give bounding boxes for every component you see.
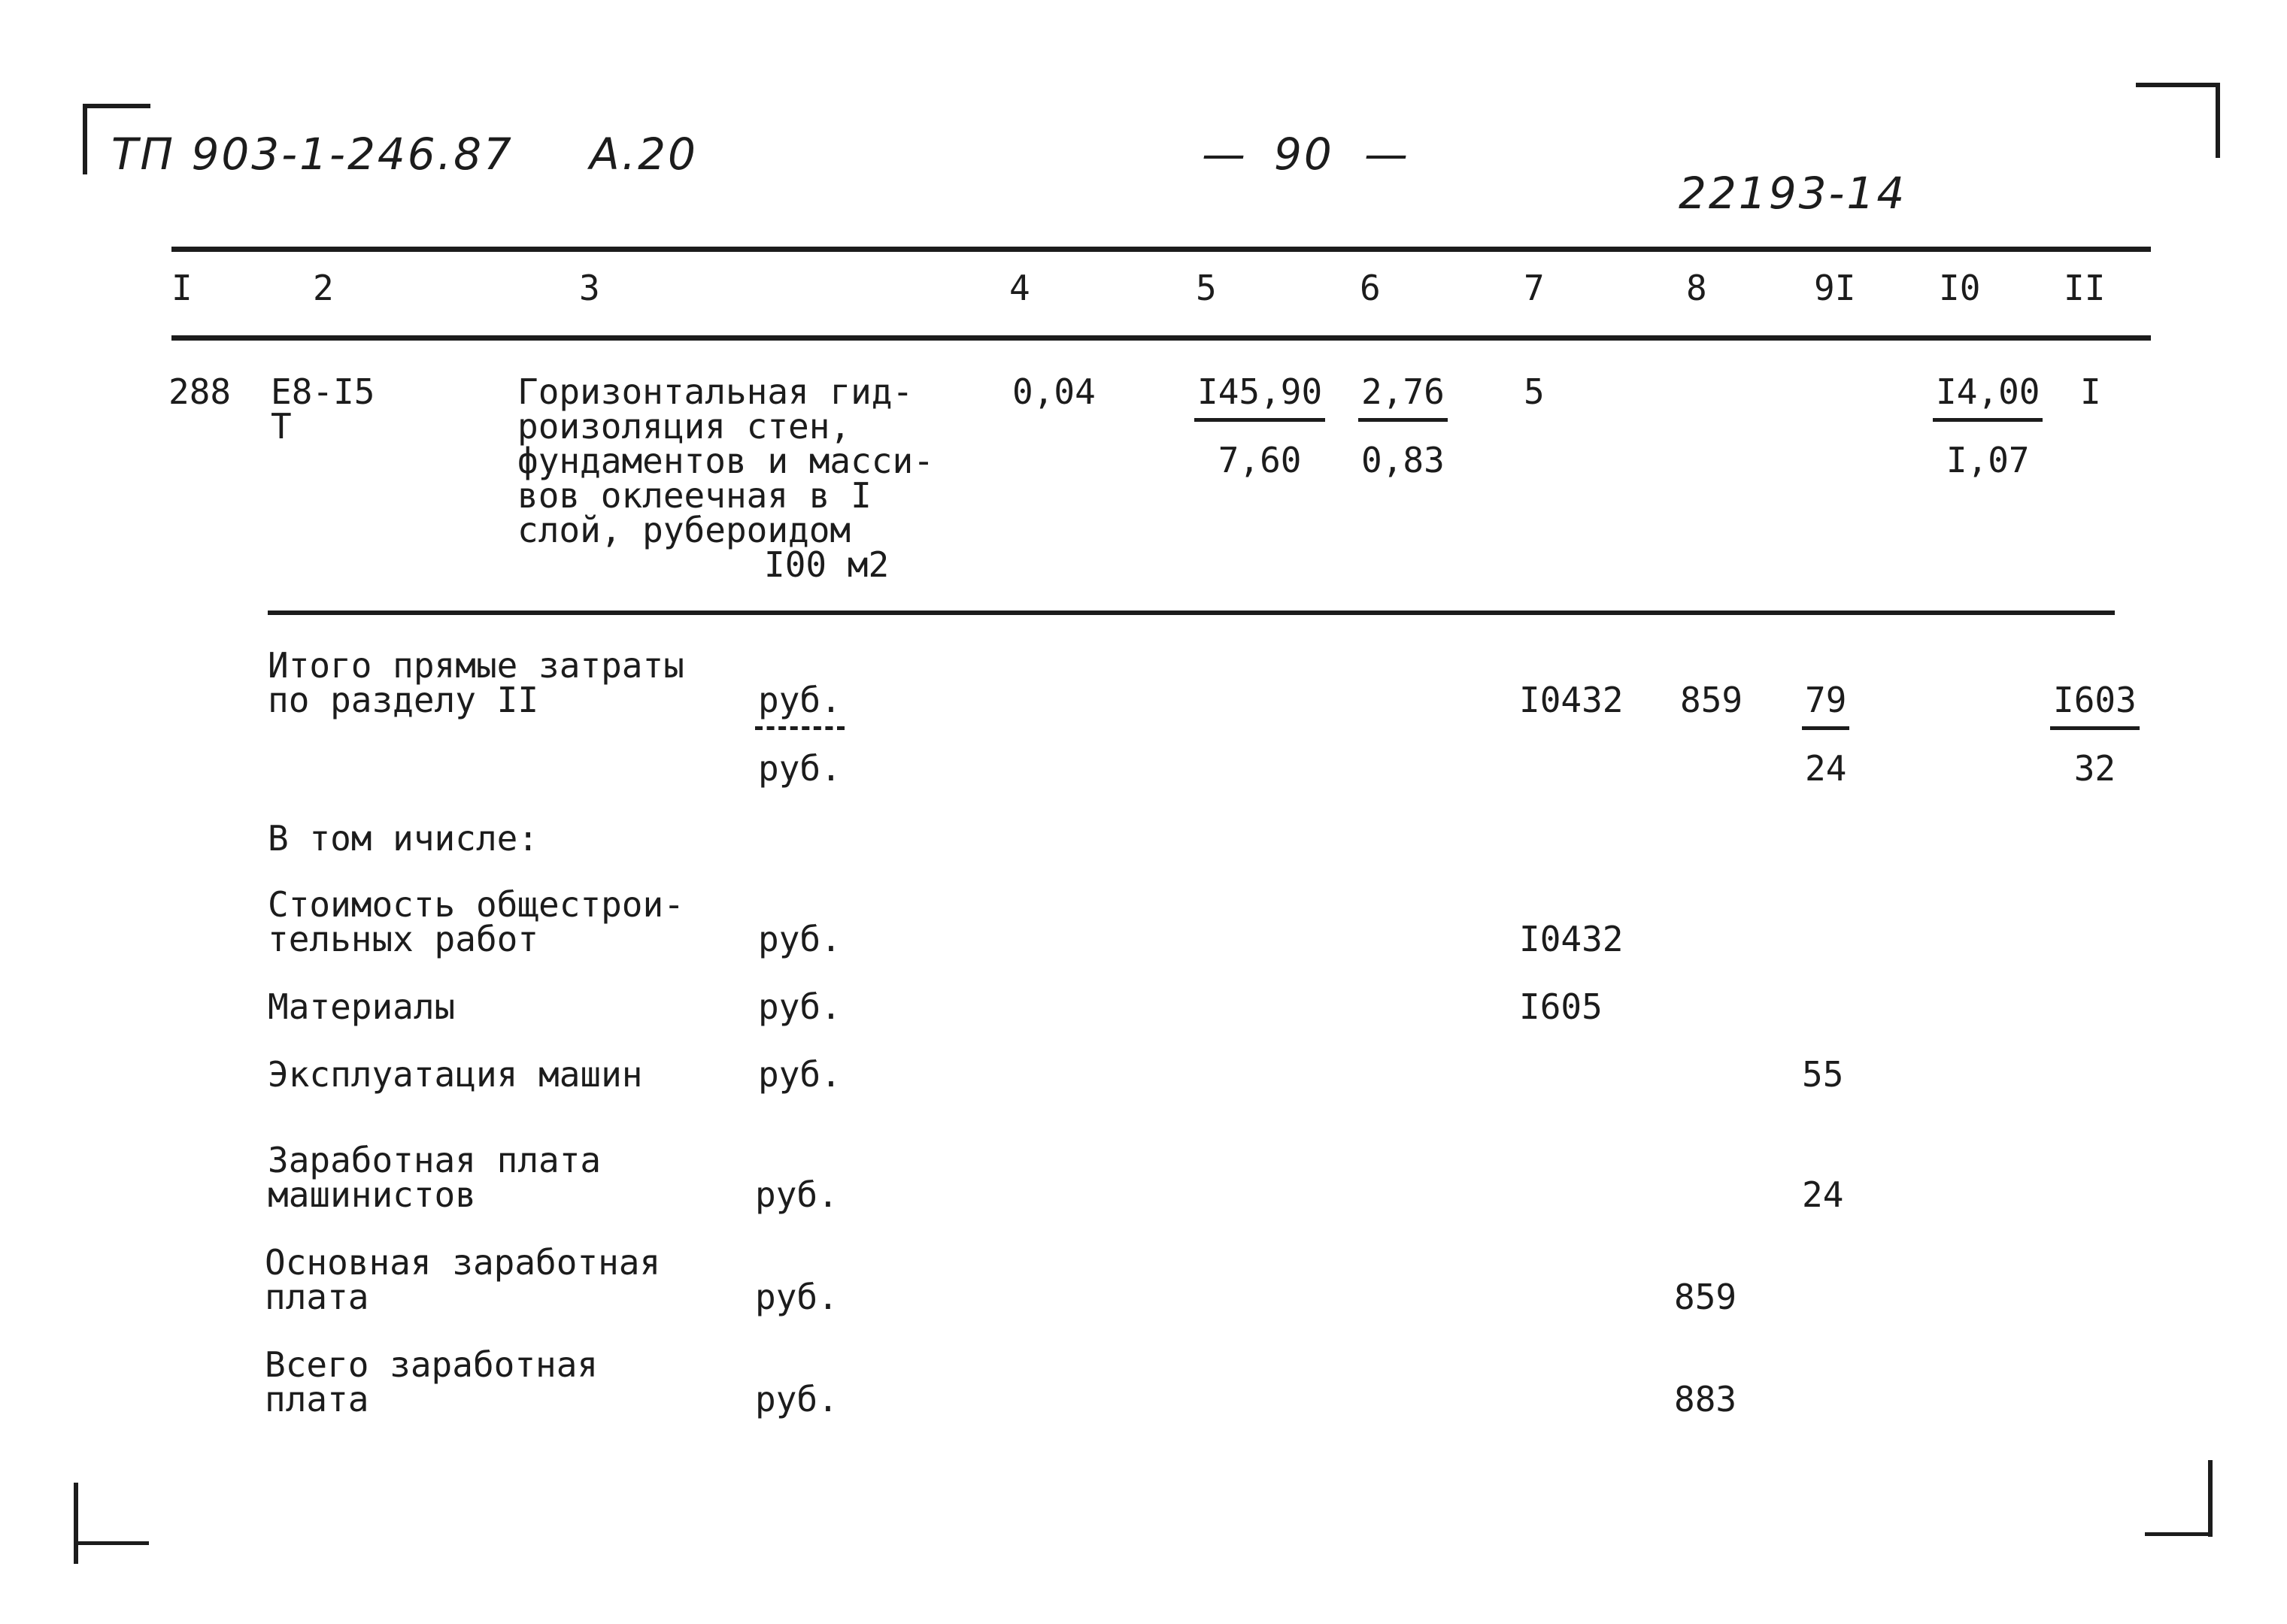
breakdown-col7-value: I0432 [1519,919,1624,959]
header-bottom-rule [171,335,2151,341]
breakdown-label-line: Стоимость общестрои- [268,884,684,925]
entry-description-line: фундаментов и масси- [517,441,934,481]
totals-title-line: Итого прямые затраты [268,645,684,686]
page-dash-left: — [1202,129,1248,180]
entry-col5-numerator: I45,90 [1194,374,1325,422]
entry-norm-code-suffix: Т [271,406,292,447]
breakdown-label-line: Эксплуатация машин [268,1054,643,1095]
entry-col7-value: 5 [1524,371,1545,412]
entry-col5-denominator: 7,60 [1218,440,1302,480]
entry-separator-rule [268,611,2115,615]
frame-corner-top-right-vertical [2216,84,2220,158]
breakdown-label-line: машинистов [268,1174,476,1215]
column-header-7: 7 [1524,268,1545,308]
totals-col7-value: I0432 [1519,680,1624,720]
breakdown-label-line: плата [265,1379,369,1419]
totals-unit-fraction [755,680,845,789]
breakdown-unit: руб. [758,919,842,959]
entry-col10-fraction [1933,371,2043,480]
frame-corner-top-left-vertical [83,105,87,174]
column-header-4: 4 [1009,268,1030,308]
entry-row-number: 288 [168,371,232,412]
breakdown-label [268,884,684,959]
album-number: А.20 [590,129,698,180]
column-header-5: 5 [1196,268,1217,308]
column-header-3: 3 [579,268,600,308]
entry-col10-numerator: I4,00 [1933,374,2043,422]
totals-title-line: по разделу II [268,680,539,720]
frame-corner-top-left-horizontal [83,104,150,108]
breakdown-label [268,1140,602,1215]
column-header-2: 2 [313,268,334,308]
breakdown-label-line: Основная заработная [265,1242,661,1283]
breakdown-label [268,986,456,1027]
breakdown-label-line: Материалы [268,986,456,1027]
page-dash-right: — [1364,129,1410,180]
entry-unit: I00 м2 [764,544,890,585]
totals-col11-denominator: 32 [2073,748,2116,789]
breakdown-label [265,1242,661,1317]
breakdown-unit: руб. [755,1379,839,1419]
totals-title [268,645,684,720]
frame-corner-bottom-left-vertical [74,1483,78,1564]
breakdown-label [265,1344,599,1419]
entry-quantity: 0,04 [1012,371,1096,412]
frame-corner-top-right-horizontal [2136,83,2220,87]
column-header-9: 9I [1814,268,1856,308]
breakdown-col9-value: 24 [1802,1174,1844,1215]
breakdown-col7-value: I605 [1519,986,1603,1027]
breakdown-label [268,1054,643,1095]
breakdown-col8-value: 859 [1674,1277,1737,1317]
entry-description-line: слой, рубероидом [517,510,851,550]
entry-col11-value: I [2080,371,2101,412]
frame-corner-bottom-right-vertical [2208,1460,2213,1537]
breakdown-unit: руб. [755,1277,839,1317]
column-header-11: II [2064,268,2106,308]
totals-col11-fraction [2050,680,2140,789]
totals-unit-numerator: руб. [755,683,845,730]
breakdown-unit: руб. [755,1174,839,1215]
column-header-6: 6 [1360,268,1381,308]
breakdown-label-line: тельных работ [268,919,539,959]
entry-col6-denominator: 0,83 [1361,440,1445,480]
entry-description-line: вов оклеечная в I [517,475,872,516]
totals-col11-numerator: I603 [2050,683,2140,730]
breakdown-label-line: Заработная плата [268,1140,602,1180]
breakdown-unit: руб. [758,986,842,1027]
table-top-rule [171,247,2151,252]
column-header-10: I0 [1939,268,1981,308]
frame-corner-bottom-left-horizontal [74,1541,149,1545]
totals-col9-numerator: 79 [1802,683,1849,730]
document-code: ТП 903-1-246.87 [111,129,514,180]
totals-col9-fraction [1802,680,1849,789]
entry-col6-fraction [1358,371,1448,480]
totals-unit-denominator: руб. [758,748,842,789]
column-header-1: I [171,268,193,308]
entry-description-line: роизоляция стен, [517,406,851,447]
including-label: В том ичисле: [268,818,539,859]
breakdown-label-line: Всего заработная [265,1344,599,1385]
page-number: 90 [1274,129,1334,180]
totals-col9-denominator: 24 [1805,748,1847,789]
entry-description-line: Горизонтальная гид- [517,371,914,412]
frame-corner-bottom-right-horizontal [2145,1532,2213,1536]
entry-col6-numerator: 2,76 [1358,374,1448,422]
entry-col5-fraction [1194,371,1325,480]
breakdown-unit: руб. [758,1054,842,1095]
entry-col10-denominator: I,07 [1946,440,2030,480]
totals-col8-value: 859 [1680,680,1743,720]
breakdown-label-line: плата [265,1277,369,1317]
breakdown-col8-value: 883 [1674,1379,1737,1419]
stamp-number: 22193-14 [1679,168,1907,219]
entry-norm-code: Е8-I5 [271,371,375,412]
entry-description [517,371,934,550]
breakdown-col9-value: 55 [1802,1054,1844,1095]
column-header-8: 8 [1686,268,1707,308]
